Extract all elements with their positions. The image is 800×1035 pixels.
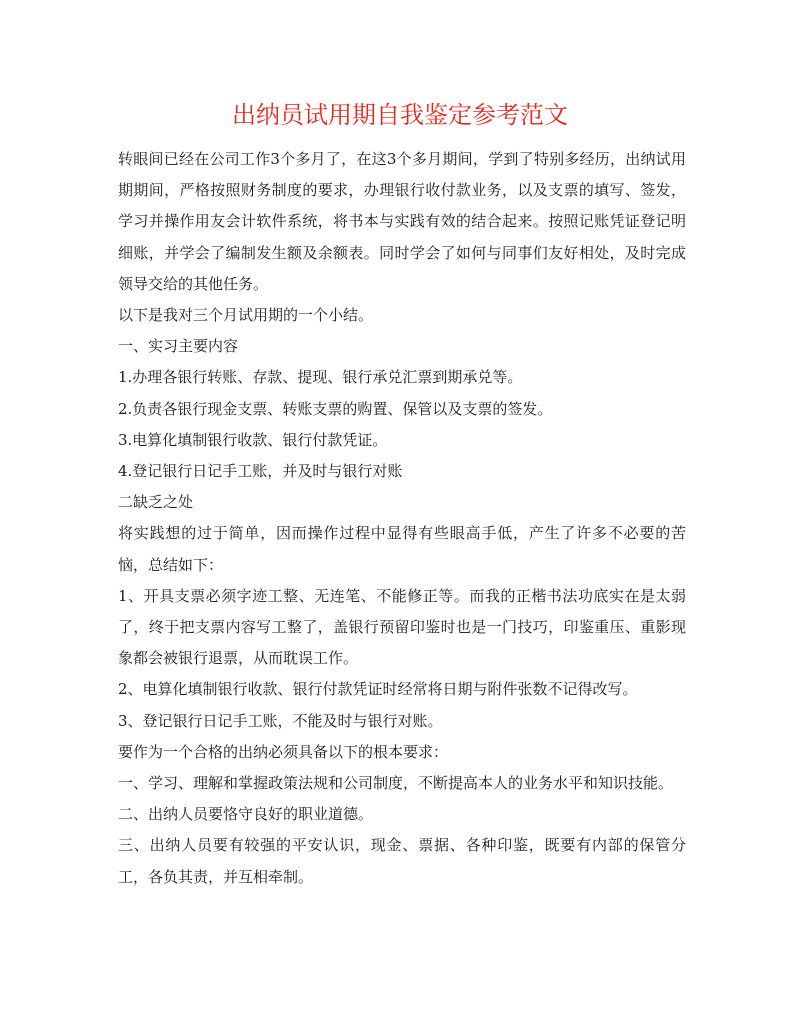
intro-paragraph: 转眼间已经在公司工作3个多月了，在这3个多月期间，学到了特别多经历，出纳试用期期间，严格按照财务制度的要求，办理银行收付款业务，以及支票的填写、签发，学习并操作用友会计软件系统，将书本与实践有效的结合起来。按照记账凭证登记明细账，并学会了编制发生额及余额表。同时学会了如何与同事们友好相处，及时完成领导交给的其他任务。 xyxy=(118,150,686,293)
shortcomings-intro: 将实践想的过于简单，因而操作过程中显得有些眼高手低，产生了许多不必要的苦恼，总结如下： xyxy=(118,524,686,574)
list-item: 2.负责各银行现金支票、转账支票的购置、保管以及支票的签发。 xyxy=(118,399,553,418)
requirements-intro: 要作为一个合格的出纳必须具备以下的根本要求： xyxy=(118,742,449,761)
list-item: 一、学习、理解和掌握政策法规和公司制度，不断提高本人的业务水平和知识技能。 xyxy=(118,774,674,793)
section-heading-content: 一、实习主要内容 xyxy=(118,337,239,356)
list-item: 4.登记银行日记手工账，并及时与银行对账 xyxy=(118,462,403,481)
list-item: 三、出纳人员要有较强的平安认识，现金、票据、各种印鉴，既要有内部的保管分工，各负其责，并互相牵制。 xyxy=(118,836,686,886)
list-item: 3.电算化填制银行收款、银行付款凭证。 xyxy=(118,430,388,449)
section-heading-shortcomings: 二缺乏之处 xyxy=(118,493,194,512)
document-body xyxy=(118,144,686,893)
document-title: 出纳员试用期自我鉴定参考范文 xyxy=(232,101,568,129)
list-item: 2、电算化填制银行收款、银行付款凭证时经常将日期与附件张数不记得改写。 xyxy=(118,680,638,699)
list-item: 1、开具支票必须字迹工整、无连笔、不能修正等。而我的正楷书法功底实在是太弱了，终于把支票内容写工整了，盖银行预留印鉴时也是一门技巧，印鉴重压、重影现象都会被银行退票，从而耽误工作。 xyxy=(118,586,686,668)
list-item: 3、登记银行日记手工账，不能及时与银行对账。 xyxy=(118,711,443,730)
summary-intro: 以下是我对三个月试用期的一个小结。 xyxy=(118,306,374,325)
list-item: 1.办理各银行转账、存款、提现、银行承兑汇票到期承兑等。 xyxy=(118,368,523,387)
list-item: 二、出纳人员要恪守良好的职业道德。 xyxy=(118,805,374,824)
